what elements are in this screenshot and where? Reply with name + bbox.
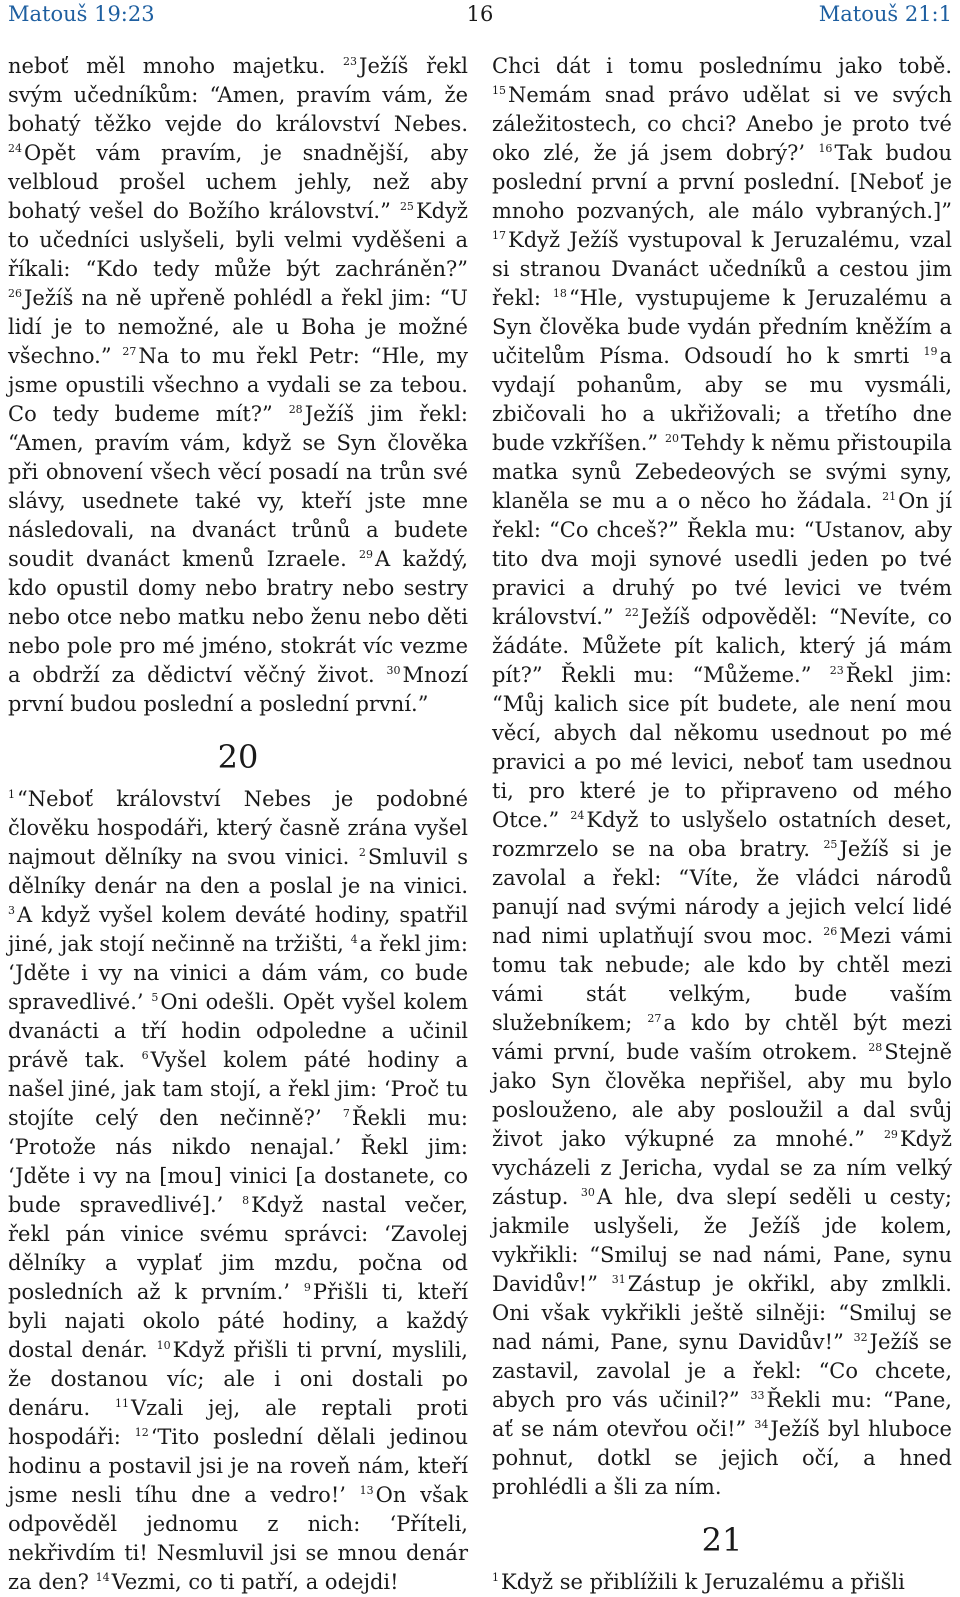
verse-text: Ježíš odpověděl: “Nevíte, co žádáte. Můžete pít kalich, který já mám pít?” Řekli mu: “Můžeme.” (492, 605, 952, 687)
verse-number: 5 (151, 991, 159, 1004)
verse-number: 25 (823, 838, 838, 851)
verse-number: 17 (492, 229, 506, 242)
header-right-reference: Matouš 21:1 (818, 2, 952, 26)
verse-number: 25 (399, 200, 414, 213)
verse-text: Řekl jim: “Můj kalich sice pít budete, ale není mou věcí, abych dal někomu usednout po mé pravici a po mé levici, neboť tam usednou ti, pro které je to připraveno od mého Otce.” (492, 663, 952, 832)
verse-text: Nemám snad právo udělat si ve svých záležitostech, co chci? Anebo je proto tvé oko zlé, že já jsem dobrý?’ (492, 83, 952, 165)
verse-number: 9 (303, 1281, 311, 1294)
passage-chapter-20 (8, 785, 468, 1597)
verse-number: 26 (8, 287, 22, 300)
verse-text: Tak budou poslední první a první poslední. [Neboť je mnoho pozvaných, ale málo vybraných.]” (492, 141, 952, 223)
verse-number: 4 (350, 933, 358, 946)
verse-text: Chci dát i tomu poslednímu jako tobě. (492, 54, 952, 78)
passage-chapter-19 (8, 52, 468, 719)
chapter-heading: 20 (217, 738, 259, 776)
verse-text: Ježíš byl hluboce pohnut, dotkl se jejich očí, a hned prohlédli a šli za ním. (492, 1417, 952, 1499)
verse-text: Vyšel kolem páté hodiny a našel jiné, jak tam stojí, a řekl jim: ‘Proč tu stojíte celý den nečinně?’ (8, 1048, 468, 1130)
verse-text: Smluvil s dělníky denár na den a poslal je na vinici. (8, 845, 468, 898)
verse-number: 33 (750, 1389, 765, 1402)
verse-text: ‘Tito poslední dělali jedinou hodinu a postavil jsi je na roveň nám, kteří jsme nesli tíhu dne a vedro!’ (8, 1425, 468, 1507)
verse-number: 15 (492, 84, 506, 97)
verse-text: Přišli ti, kteří byli najati okolo páté hodiny, a každý dostal denár. (8, 1280, 468, 1362)
verse-text: Mezi vámi tomu tak nebude; ale kdo by chtěl mezi vámi stát velkým, bude vaším služebníkem; (492, 924, 952, 1035)
right-column (492, 52, 952, 1597)
verse-text: a řekl jim: ‘Jděte i vy na vinici a dám vám, co bude spravedlivé.’ (8, 932, 468, 1014)
verse-text: a kdo by chtěl být mezi vámi první, bude vaším otrokem. (492, 1011, 952, 1064)
verse-text: Ježíš jim řekl: “Amen, pravím vám, když se Syn člověka při obnovení všech věcí posadí na trůn své slávy, usednete také vy, kteří jste mne následovali, na dvanáct trůnů a budete soudit dvanáct kmenů Izraele. (8, 402, 468, 571)
verse-text: Stejně jako Syn člověka nepřišel, aby mu bylo poslouženo, ale aby posloužil a dal svůj život jako výkupné za mnohé.” (492, 1040, 952, 1151)
verse-text: Tehdy k němu přistoupila matka synů Zebedeových se svými syny, klaněla se mu a o něco ho žádala. (492, 431, 952, 513)
verse-number: 29 (883, 1128, 898, 1141)
verse-text: Vezmi, co ti patří, a odejdi! (111, 1570, 399, 1594)
verse-text: Na to mu řekl Petr: “Hle, my jsme opustili všechno a vydali se za tebou. Co tedy budeme mít?” (8, 344, 468, 426)
verse-text: neboť měl mnoho majetku. (8, 54, 326, 78)
verse-text: Ježíš na ně upřeně pohlédl a řekl jim: “U lidí je to nemožné, ale u Boha je možné všechno.” (8, 286, 468, 368)
verse-text: a vydají pohanům, aby se mu vysmáli, zbičovali ho a ukřižovali; a třetího dne bude vzkříšen.” (492, 344, 952, 455)
verse-text: Mnozí první budou poslední a poslední první.” (8, 663, 468, 716)
verse-number: 30 (386, 664, 401, 677)
verse-number: 13 (359, 1484, 374, 1497)
page-header (8, 2, 952, 34)
verse-text: Ježíš řekl svým učedníkům: “Amen, pravím vám, že bohatý těžko vejde do království Nebes. (8, 54, 468, 136)
verse-number: 28 (288, 403, 303, 416)
verse-text: Když vycházeli z Jericha, vydal se za ním velký zástup. (492, 1127, 952, 1209)
verse-number: 19 (923, 345, 938, 358)
verse-number: 26 (823, 925, 838, 938)
verse-number: 24 (570, 809, 585, 822)
verse-text: Zástup je okřikl, aby zmlkli. Oni však vykřikli ještě silněji: “Smiluj se nad námi, Pane, synu Davidův!” (492, 1272, 952, 1354)
verse-text: Když se přiblížili k Jeruzalému a přišli (501, 1570, 905, 1594)
verse-number: 23 (829, 664, 844, 677)
verse-text: Když to učedníci uslyšeli, byli velmi vyděšeni a říkali: “Kdo tedy může být zachráněn?” (8, 199, 468, 281)
verse-number: 14 (95, 1571, 110, 1584)
verse-number: 30 (580, 1186, 595, 1199)
verse-number: 27 (122, 345, 137, 358)
verse-number: 24 (8, 142, 22, 155)
verse-number: 1 (492, 1571, 499, 1584)
header-left-reference: Matouš 19:23 (8, 2, 155, 26)
verse-number: 23 (343, 55, 358, 68)
verse-number: 10 (156, 1339, 171, 1352)
verse-text: Ježíš si je zavolal a řekl: “Víte, že vládci národů panují nad svými národy a jejich velcí lidé nad nimi uplatňují svou moc. (492, 837, 952, 948)
verse-number: 28 (868, 1041, 883, 1054)
chapter-heading: 21 (701, 1521, 743, 1559)
verse-text: Řekli mu: ‘Protože nás nikdo nenajal.’ Řekl jim: ‘Jděte i vy na [mou] vinici [a dostanete, co bude spravedlivé].’ (8, 1106, 468, 1217)
passage-chapter-21 (492, 1568, 952, 1597)
verse-text: A když vyšel kolem deváté hodiny, spatřil jiné, jak stojí nečinně na tržišti, (8, 903, 468, 956)
verse-text: Když nastal večer, řekl pán vinice svému správci: ‘Zavolej dělníky a vyplať jim mzdu, počna od posledních až k prvním.’ (8, 1193, 468, 1304)
verse-number: 1 (8, 788, 15, 801)
verse-number: 8 (242, 1194, 250, 1207)
verse-text: Když to uslyšelo ostatních deset, rozmrzelo se na oba bratry. (492, 808, 952, 861)
verse-number: 18 (552, 287, 567, 300)
verse-number: 16 (818, 142, 833, 155)
verse-number: 22 (624, 606, 639, 619)
verse-text: Když Ježíš vystupoval k Jeruzalému, vzal si stranou Dvanáct učedníků a cestou jim řekl: (492, 228, 952, 310)
verse-text: On však odpověděl jednomu z nich: ‘Příteli, nekřivdím ti! Nesmluvil jsi se mnou denár za den? (8, 1483, 468, 1594)
left-column (8, 52, 468, 1597)
verse-number: 31 (611, 1273, 626, 1286)
verse-text: Řekli mu: “Pane, ať se nám otevřou oči!” (492, 1388, 952, 1441)
verse-number: 29 (359, 548, 374, 561)
passage-chapter-20-continued (492, 52, 952, 1502)
verse-text: Když přišli ti první, myslili, že dostanou víc; ale i oni dostali po denáru. (8, 1338, 468, 1420)
verse-number: 12 (134, 1426, 149, 1439)
verse-number: 3 (8, 904, 15, 917)
verse-number: 6 (141, 1049, 149, 1062)
verse-text: Ježíš se zastavil, zavolal je a řekl: “Co chcete, abych pro vás učinil?” (492, 1330, 952, 1412)
verse-number: 32 (853, 1331, 868, 1344)
verse-text: A každý, kdo opustil domy nebo bratry nebo sestry nebo otce nebo matku nebo ženu nebo děti nebo pole pro mé jméno, stokrát víc vezme a obdrží za dědictví věčný život. (8, 547, 468, 687)
verse-number: 2 (358, 846, 366, 859)
verse-number: 7 (342, 1107, 350, 1120)
verse-text: On jí řekl: “Co chceš?” Řekla mu: “Ustanov, aby tito dva moji synové usedli jeden po tvé pravici a druhý po tvé levici ve tvém království.” (492, 489, 952, 629)
verse-text: A hle, dva slepí seděli u cesty; jakmile uslyšeli, že Ježíš jde kolem, vykřikli: “Smiluj se nad námi, Pane, synu Davidův!” (492, 1185, 952, 1296)
page-number: 16 (466, 2, 494, 26)
verse-text: Opět vám pravím, je snadnější, aby velbloud prošel uchem jehly, než aby bohatý vešel do Božího království.” (8, 141, 468, 223)
verse-number: 20 (664, 432, 679, 445)
verse-text: Oni odešli. Opět vyšel kolem dvanácti a tří hodin odpoledne a učinil právě tak. (8, 990, 468, 1072)
verse-number: 11 (115, 1397, 130, 1410)
verse-text: “Hle, vystupujeme k Jeruzalému a Syn člověka bude vydán předním kněžím a učitelům Písma. Odsoudí ho k smrti (492, 286, 952, 368)
verse-number: 27 (647, 1012, 662, 1025)
verse-number: 34 (754, 1418, 769, 1431)
verse-text: “Neboť království Nebes je podobné člověku hospodáři, který časně zrána vyšel najmout dělníky na svou vinici. (8, 787, 468, 869)
verse-text: Vzali jej, ale reptali proti hospodáři: (8, 1396, 468, 1449)
verse-number: 21 (882, 490, 897, 503)
